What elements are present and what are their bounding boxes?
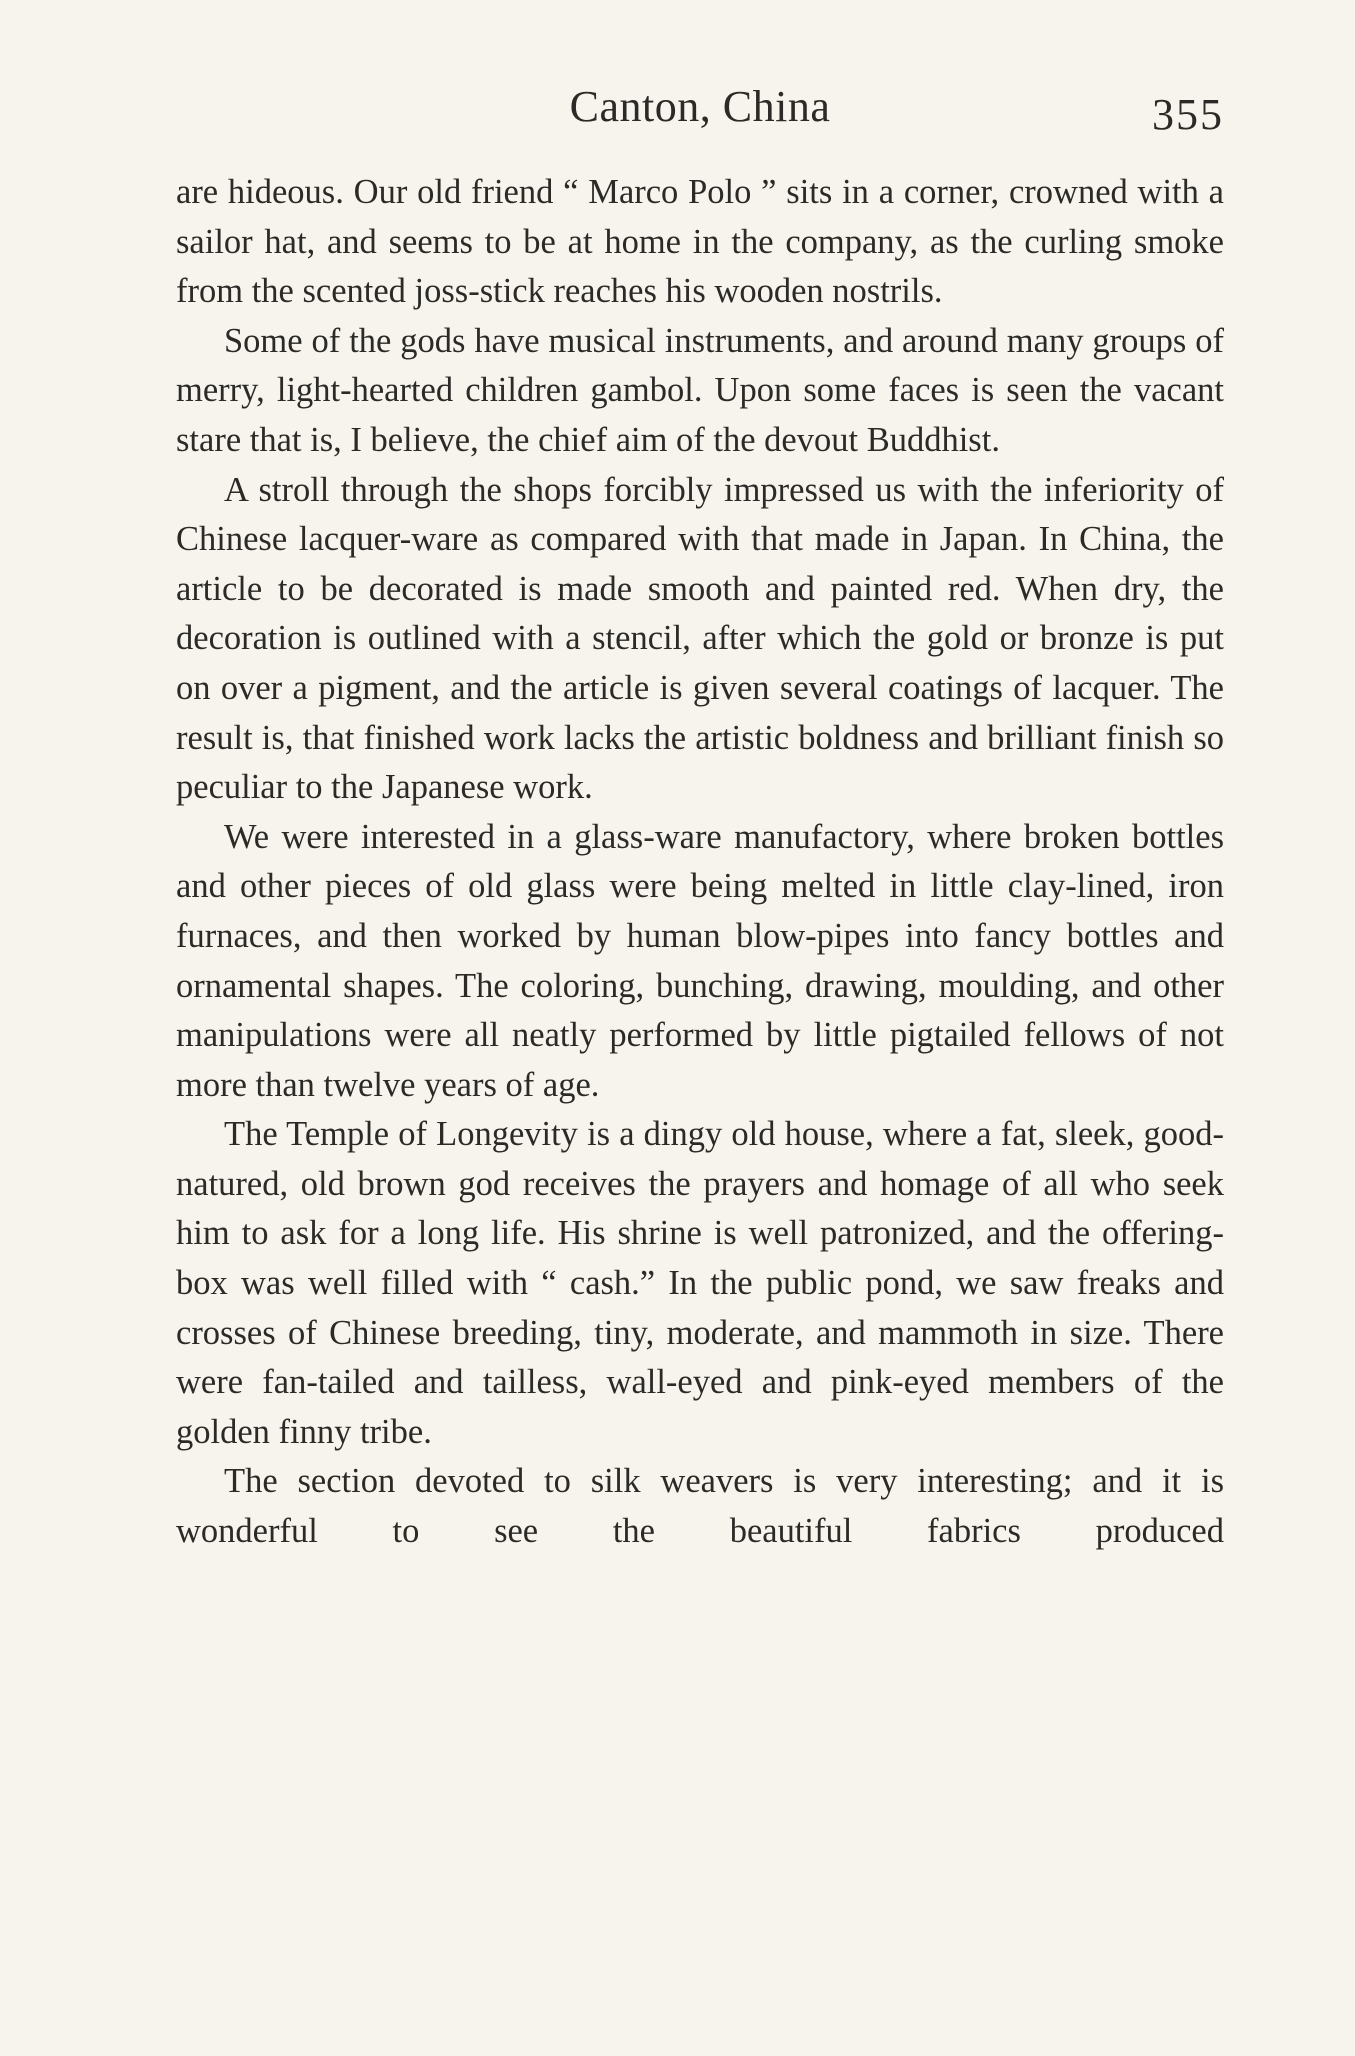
- paragraph: A stroll through the shops forcibly impressed us with the inferiority of Chinese lacquer-ware as compared with that made in Japan. In China, the article to be decorated is made smooth and painted red. When dry, the decoration is outlined with a stencil, after which the gold or bronze is put on over a pigment, and the article is given several coatings of lacquer. The result is, that finished work lacks the artistic boldness and brilliant finish so peculiar to the Japanese work.: [176, 470, 1224, 807]
- paragraph-continues-next-page: The section devoted to silk weavers is very interesting; and it is wonderful to see the beautiful fabrics produced: [176, 1462, 1224, 1551]
- paragraph-continued: are hideous. Our old friend “ Marco Polo ” sits in a corner, crowned with a sailor hat, and seems to be at home in the company, as the curling smoke from the scented joss-stick reaches his wooden nostrils.: [176, 173, 1224, 311]
- running-head: [176, 72, 1224, 142]
- paragraph: Some of the gods have musical instruments, and around many groups of merry, light-hearted children gambol. Upon some faces is seen the vacant stare that is, I believe, the chief aim of the devout Buddhist.: [176, 321, 1224, 459]
- page-number: 355: [1152, 90, 1224, 139]
- paragraph: The Temple of Longevity is a dingy old house, where a fat, sleek, good-natured, old brown god receives the prayers and homage of all who seek him to ask for a long life. His shrine is well patronized, and the offering-box was well filled with “ cash.” In the public pond, we saw freaks and crosses of Chinese breeding, tiny, moderate, and mammoth in size. There were fan-tailed and tailless, wall-eyed and pink-eyed members of the golden finny tribe.: [176, 1115, 1224, 1451]
- body-text: [176, 168, 1224, 1557]
- paragraph: We were interested in a glass-ware manufactory, where broken bottles and other pieces of old glass were being melted in little clay-lined, iron furnaces, and then worked by human blow-pipes into fancy bottles and ornamental shapes. The coloring, bunching, drawing, moulding, and other manipulations were all neatly performed by little pigtailed fellows of not more than twelve years of age.: [176, 817, 1224, 1104]
- running-title: Canton, China: [569, 82, 831, 131]
